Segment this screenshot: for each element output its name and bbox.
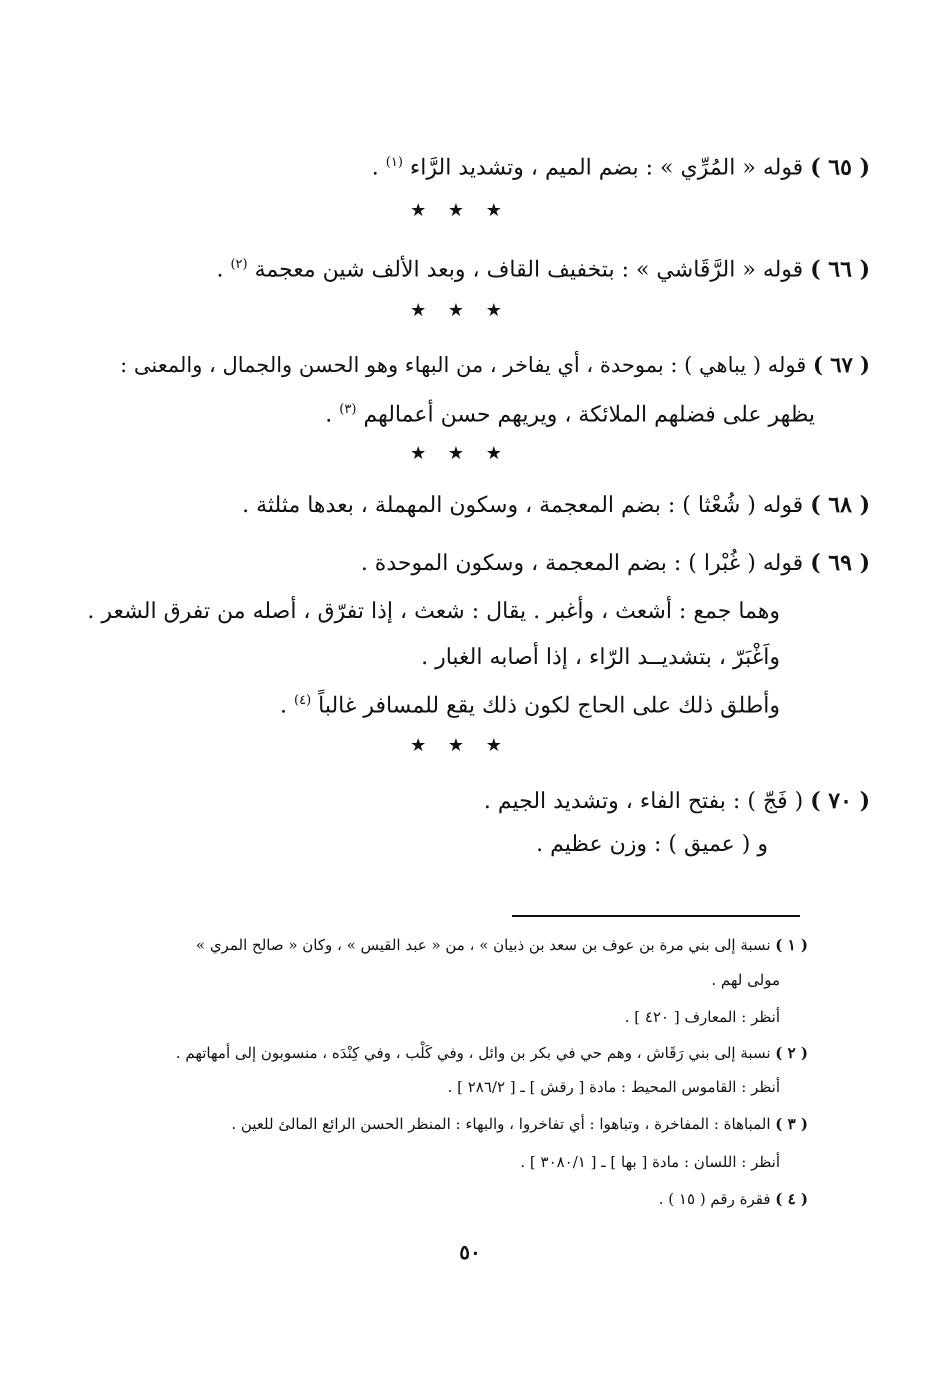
entry-text: قوله « المُرِّي » : بضم الميم ، وتشديد الرَّاء: [409, 155, 804, 181]
entry-end: .: [325, 402, 333, 428]
entry-69-line: وهما جمع : أشعث ، وأغبر . يقال : شعث ، إذا تفرّق ، أصله من تفرق الشعر .: [87, 599, 780, 624]
entry-67-continuation: [325, 395, 815, 430]
footnote-1: [196, 933, 808, 957]
stars-divider: ★ ★ ★: [410, 443, 510, 464]
entry-number: ( ٦٩ ): [810, 550, 870, 576]
footnote-reference: أنظر : المعارف [ ٤٢٠ ] .: [624, 1008, 780, 1026]
footnote-2: [176, 1041, 808, 1065]
stars-divider: ★ ★ ★: [410, 300, 510, 321]
footnote-separator: [512, 915, 800, 917]
footnote-number: ( ٣ ): [775, 1115, 808, 1133]
stars-divider: ★ ★ ★: [410, 200, 510, 221]
entry-text: وأطلق ذلك على الحاج لكون ذلك يقع للمسافر غالباً: [318, 693, 780, 719]
entry-number: ( ٧٠ ): [810, 788, 870, 814]
entry-text: قوله ( غُبْرا ) : بضم المعجمة ، وسكون الموحدة .: [360, 551, 804, 576]
entry-text: قوله « الرَّقَاشي » : بتخفيف القاف ، وبعد الألف شين معجمة: [254, 257, 804, 283]
entry-70: [60, 786, 870, 817]
footnote-3: [231, 1112, 808, 1136]
entry-number: ( ٦٥ ): [810, 154, 870, 181]
footnote-reference: أنظر : اللسان : مادة [ بها ] ـ [ ٣٠٨٠/١ ] .: [520, 1153, 780, 1171]
footnote-number: ( ١ ): [775, 936, 808, 954]
entry-number: ( ٦٨ ): [810, 492, 870, 518]
stars-divider: ★ ★ ★: [410, 735, 510, 756]
entry-69-line-final: [280, 686, 780, 721]
footnote-ref[interactable]: (٣): [339, 402, 357, 417]
footnote-ref[interactable]: (٢): [230, 257, 248, 272]
entry-text: يظهر على فضلهم الملائكة ، ويريهم حسن أعمالهم: [363, 402, 815, 428]
footnote-4: [659, 1187, 808, 1211]
entry-70-continuation: و ( عميق ) : وزن عظيم .: [536, 832, 768, 857]
entry-end: .: [216, 257, 224, 283]
entry-text: ( فَجّ ) : بفتح الفاء ، وتشديد الجيم .: [483, 789, 804, 814]
entry-66: [60, 250, 870, 285]
footnote-number: ( ٢ ): [775, 1044, 808, 1062]
entry-text: قوله ( يباهي ) : بموحدة ، أي يفاخر ، من البهاء وهو الحسن والجمال ، والمعنى :: [120, 353, 807, 377]
entry-65: [60, 148, 870, 183]
entry-69: [60, 548, 870, 579]
entry-end: .: [371, 155, 379, 181]
footnote-line: مولى لهم .: [711, 971, 780, 989]
footnote-text: نسبة إلى بني رَقَاش ، وهم حي في بكر بن وائل ، وفي كَلْب ، وفي كِنْدَه ، منسوبون إلى أمهاتهم .: [175, 1044, 771, 1062]
entry-67: [40, 350, 870, 380]
footnote-text: المباهاة : المفاخرة ، وتباهوا : أي تفاخروا ، والبهاء : المنظر الحسن الرائع المالئ للعين .: [231, 1115, 771, 1133]
footnote-text: نسبة إلى بني مرة بن عوف بن سعد بن ذبيان » ، من « عبد القيس » ، وكان « صالح المري »: [195, 936, 771, 954]
footnote-reference: أنظر : القاموس المحيط : مادة [ رقش ] ـ [ ٢٨٦/٢ ] .: [447, 1078, 780, 1096]
footnote-text: فقرة رقم ( ١٥ ) .: [658, 1190, 771, 1208]
entry-text: قوله ( شُعْثا ) : بضم المعجمة ، وسكون المهملة ، بعدها مثلثة .: [242, 493, 804, 518]
entry-68: [60, 490, 870, 521]
page-number: ٥٠: [459, 1240, 481, 1264]
footnote-number: ( ٤ ): [775, 1190, 808, 1208]
entry-number: ( ٦٧ ): [812, 352, 870, 377]
entry-69-line: واَغْبَرّ ، بتشديــد الرّاء ، إذا أصابه الغبار .: [421, 645, 780, 670]
entry-end: .: [280, 693, 287, 719]
footnote-ref[interactable]: (٤): [294, 693, 312, 708]
footnote-ref[interactable]: (١): [385, 155, 403, 170]
entry-number: ( ٦٦ ): [810, 256, 870, 283]
